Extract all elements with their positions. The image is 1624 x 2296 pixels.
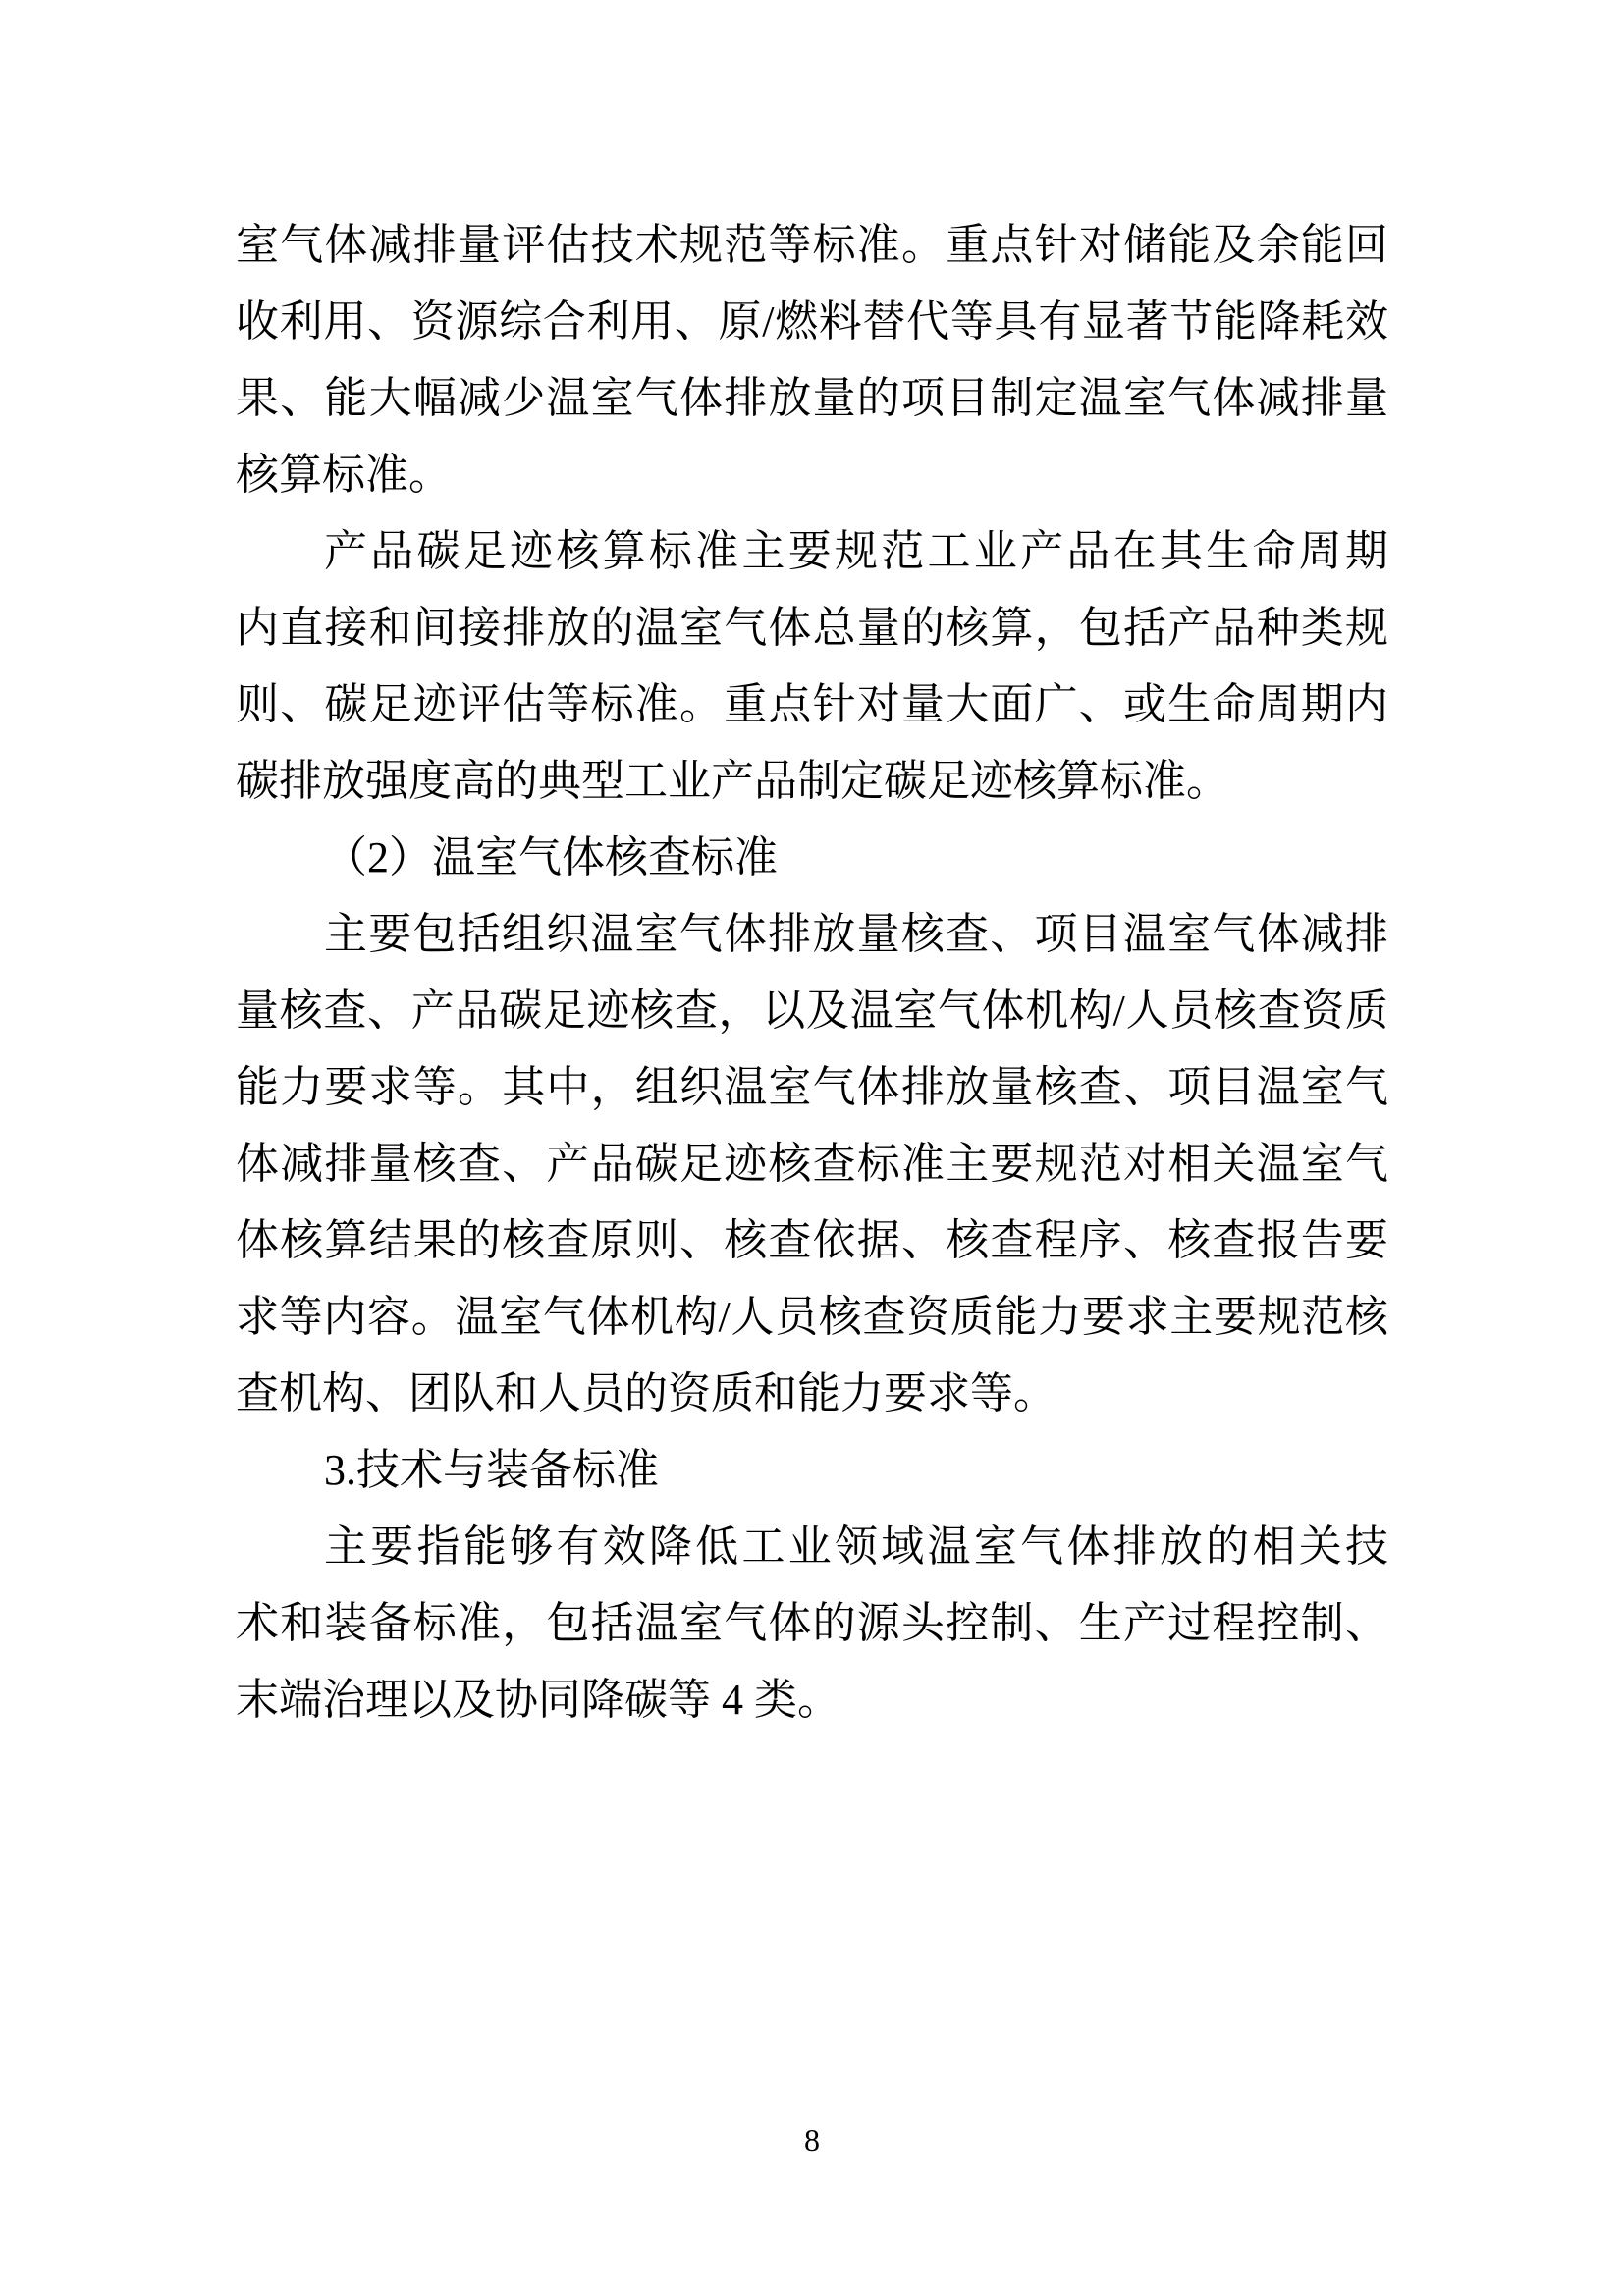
document-body [236, 207, 1388, 1738]
text-line: 体减排量核查、产品碳足迹核查标准主要规范对相关温室气 [236, 1140, 1388, 1188]
text-line: 则、碳足迹评估等标准。重点针对量大面广、或生命周期内 [236, 680, 1388, 728]
text-line: 主要包括组织温室气体排放量核查、项目温室气体减排 [324, 910, 1388, 958]
text-line: 量核查、产品碳足迹核查，以及温室气体机构/人员核查资质 [236, 987, 1388, 1035]
text-line: 求等内容。温室气体机构/人员核查资质能力要求主要规范核 [236, 1293, 1388, 1341]
text-line: 产品碳足迹核算标准主要规范工业产品在其生命周期 [324, 527, 1388, 575]
text-line: 收利用、资源综合利用、原/燃料替代等具有显著节能降耗效 [236, 297, 1388, 346]
section-heading-3: 3.技术与装备标准 [324, 1446, 659, 1494]
text-line: 末端治理以及协同降碳等 4 类。 [236, 1676, 840, 1724]
text-line: 果、能大幅减少温室气体排放量的项目制定温室气体减排量 [236, 374, 1388, 422]
text-line: 主要指能够有效降低工业领域温室气体排放的相关技 [324, 1522, 1388, 1571]
text-line: 能力要求等。其中，组织温室气体排放量核查、项目温室气 [236, 1063, 1388, 1111]
text-line: 碳排放强度高的典型工业产品制定碳足迹核算标准。 [236, 757, 1229, 805]
text-line: 体核算结果的核查原则、核查依据、核查程序、核查报告要 [236, 1216, 1388, 1264]
text-line: 内直接和间接排放的温室气体总量的核算，包括产品种类规 [236, 604, 1388, 652]
page-number: 8 [804, 2122, 820, 2158]
text-line: 室气体减排量评估技术规范等标准。重点针对储能及余能回 [236, 221, 1388, 269]
text-line: 查机构、团队和人员的资质和能力要求等。 [236, 1369, 1056, 1417]
text-line: 术和装备标准，包括温室气体的源头控制、生产过程控制、 [236, 1599, 1388, 1647]
section-heading-2: （2）温室气体核查标准 [324, 833, 778, 881]
text-line: 核算标准。 [236, 451, 452, 499]
